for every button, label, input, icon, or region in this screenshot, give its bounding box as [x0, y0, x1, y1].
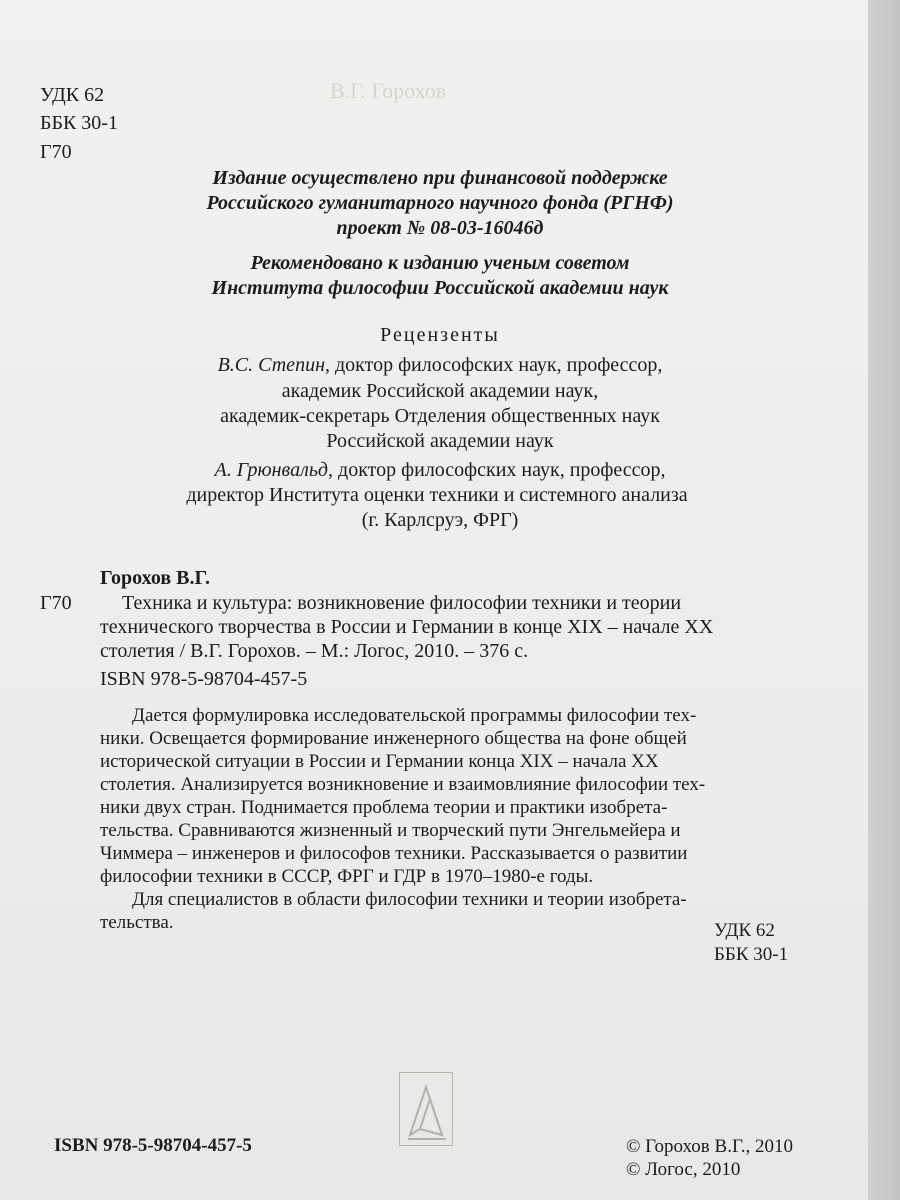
- abstract-line: ники. Освещается формирование инженерного общества на фоне общей: [100, 728, 687, 749]
- abstract-line: тельства.: [100, 912, 174, 933]
- footer-bbk-code: ББК 30-1: [714, 944, 789, 965]
- reviewer-1-line-3: академик-секретарь Отделения общественных наук: [220, 405, 660, 427]
- bbk-code: ББК 30-1: [40, 112, 118, 134]
- funding-line-3: проект № 08-03-16046д: [336, 217, 544, 239]
- abstract-line: Для специалистов в области философии техники и теории изобрета-: [132, 889, 687, 910]
- reviewer-1-name: В.С. Степин: [217, 354, 325, 376]
- footer-isbn: ISBN 978-5-98704-457-5: [54, 1135, 252, 1156]
- catalog-code: Г70: [40, 592, 72, 614]
- page-edge-shadow: [868, 0, 900, 1200]
- abstract-line: столетия. Анализируется возникновение и взаимовлияние философии тех-: [100, 774, 706, 795]
- catalog-line-3: столетия / В.Г. Горохов. – М.: Логос, 2010. – 376 с.: [100, 640, 529, 662]
- abstract-line: философии техники в СССР, ФРГ и ГДР в 1970–1980-е годы.: [100, 866, 594, 887]
- catalog-isbn: ISBN 978-5-98704-457-5: [100, 668, 308, 690]
- show-through-author: В.Г. Горохов: [330, 78, 447, 103]
- reviewer-1-line-4: Российской академии наук: [326, 430, 554, 452]
- reviewer-2-line-2: директор Института оценки техники и системного анализа: [186, 484, 688, 506]
- udk-code: УДК 62: [40, 84, 105, 106]
- reviewers-heading: Рецензенты: [380, 324, 500, 346]
- reviewer-1-line-1: [60, 354, 820, 377]
- footer-udk-code: УДК 62: [714, 920, 775, 941]
- copyright-author: © Горохов В.Г., 2010: [626, 1136, 794, 1157]
- author-mark-code: Г70: [40, 141, 72, 163]
- reviewer-2-line-3: (г. Карлсруэ, ФРГ): [361, 509, 519, 531]
- reviewer-2-line-1: [60, 459, 820, 482]
- recommendation-line-1: Рекомендовано к изданию ученым советом: [250, 252, 630, 274]
- recommendation-line-2: Института философии Российской академии наук: [211, 277, 669, 299]
- catalog-line-2: технического творчества в России и Германии в конце XIX – начале XX: [100, 616, 714, 638]
- reviewer-1-title: , доктор философских наук, профессор,: [324, 354, 663, 376]
- abstract-line: тельства. Сравниваются жизненный и творческий пути Энгельмейера и: [100, 820, 681, 841]
- reviewer-1-line-2: академик Российской академии наук,: [281, 380, 599, 402]
- funding-line-2: Российского гуманитарного научного фонда (РГНФ): [206, 192, 674, 214]
- abstract-line: Чиммера – инженеров и философов техники. Рассказывается о развитии: [100, 843, 688, 864]
- publisher-logo-icon: [399, 1072, 453, 1146]
- reviewer-2-name: А. Грюнвальд: [214, 459, 329, 481]
- abstract-line: Дается формулировка исследовательской программы философии тех-: [132, 705, 697, 726]
- catalog-author: Горохов В.Г.: [100, 567, 210, 589]
- reviewer-2-title: , доктор философских наук, профессор,: [328, 459, 666, 481]
- funding-line-1: Издание осуществлено при финансовой поддержке: [212, 167, 668, 189]
- catalog-line-1: Техника и культура: возникновение философии техники и теории: [122, 592, 682, 614]
- abstract-line: ники двух стран. Поднимается проблема теории и практики изобрета-: [100, 797, 668, 818]
- abstract-line: исторической ситуации в России и Германии конца XIX – начала XX: [100, 751, 659, 772]
- copyright-publisher: © Логос, 2010: [626, 1159, 741, 1180]
